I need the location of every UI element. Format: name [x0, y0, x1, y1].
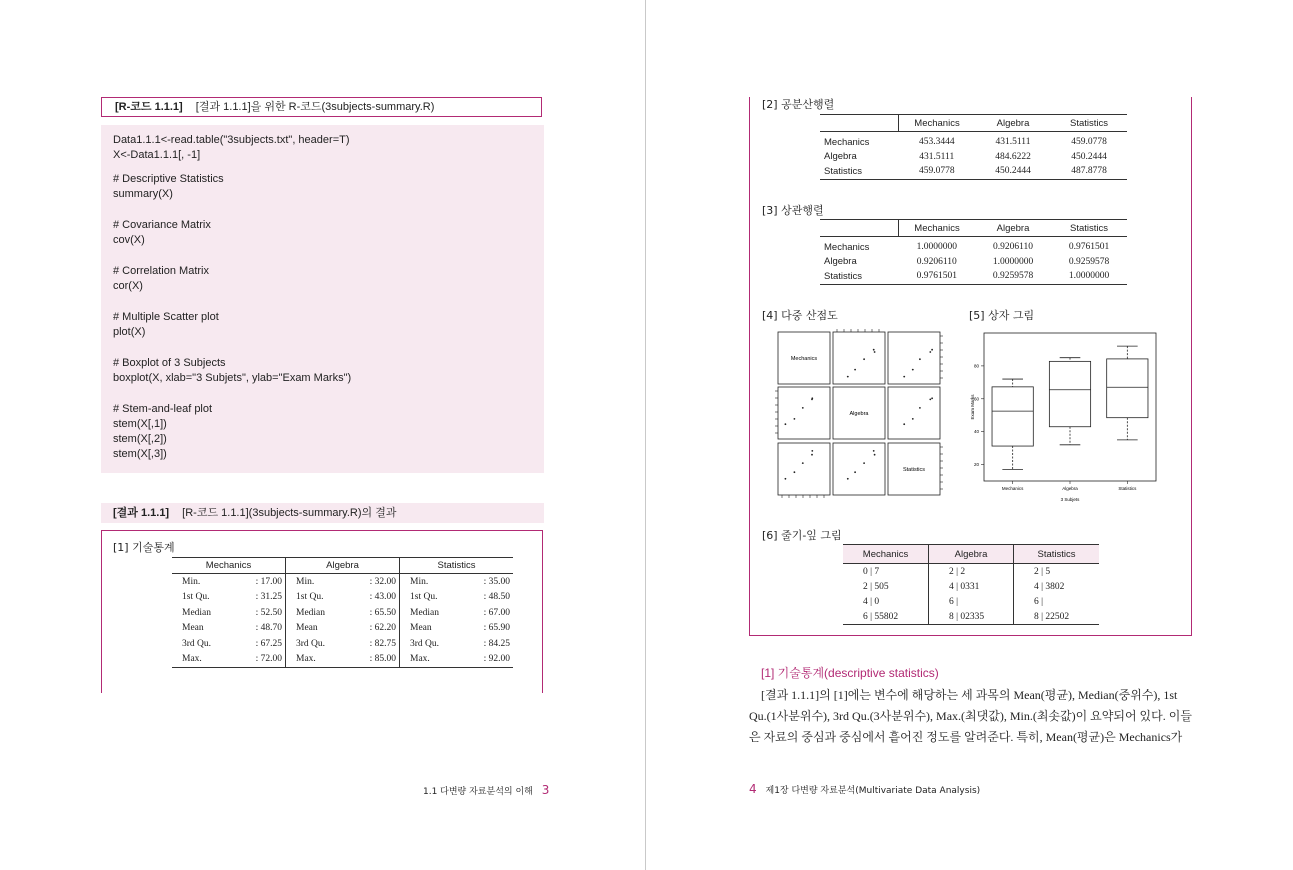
stem-cell: 4 | 3802 — [1014, 579, 1100, 594]
cov-header: Statistics — [1051, 115, 1127, 132]
scatter-point — [863, 462, 865, 464]
boxplot-ytick-label: 60 — [973, 396, 979, 402]
summary-cell: 1st Qu. — [286, 590, 349, 606]
cor-cell: 0.9259578 — [1068, 256, 1110, 267]
cov-row — [820, 150, 1127, 165]
cor-cell: 0.9761501 — [899, 269, 976, 284]
summary-cell: : 48.70 — [255, 623, 282, 634]
boxplot-box-statistics — [1107, 346, 1148, 440]
cor-header: Statistics — [1051, 220, 1127, 237]
boxplot-category-label: Algebra — [1062, 486, 1078, 491]
cor-header: Mechanics — [899, 220, 976, 237]
cov-cell: 450.2444 — [1071, 151, 1107, 162]
stem-row — [843, 609, 1099, 625]
scatter-diagonal-label: Mechanics — [790, 356, 818, 362]
scatter-point — [854, 369, 856, 371]
result-header-title: [R-코드 1.1.1](3subjects-summary.R)의 결과 — [182, 507, 397, 519]
summary-cell: : 35.00 — [483, 576, 510, 587]
summary-row — [172, 621, 513, 637]
summary-cell: Mean — [400, 621, 463, 637]
scatter-panel — [833, 332, 885, 384]
summary-cell: Max. — [400, 652, 463, 668]
code-line: stem(X[,1]) — [113, 418, 167, 430]
scatter-point — [912, 369, 914, 371]
cor-row — [820, 255, 1127, 270]
section-5-label: [5] 상자 그림 — [969, 309, 1035, 322]
scatter-point — [874, 351, 876, 353]
code-line: boxplot(X, xlab="3 Subjets", ylab="Exam Marks") — [113, 372, 352, 384]
cor-header — [820, 220, 899, 237]
scatter-diagonal-label: Algebra — [849, 411, 869, 417]
cor-cell: 0.9206110 — [916, 256, 957, 267]
code-line: # Correlation Matrix — [113, 265, 209, 277]
boxplot-ytick-label: 40 — [973, 429, 979, 435]
cov-cell: 431.5111 — [919, 151, 955, 162]
summary-cell: Median — [286, 605, 349, 621]
summary-row — [172, 652, 513, 668]
code-line: cov(X) — [113, 234, 145, 246]
left-page-number: 3 — [541, 783, 550, 797]
scatter-point — [873, 450, 875, 452]
summary-cell: : 92.00 — [462, 652, 513, 668]
stem-cell: 4 | 0 — [863, 596, 880, 607]
code-line: # Multiple Scatter plot — [113, 311, 219, 323]
scatter-panel — [888, 387, 940, 439]
scatter-point — [873, 349, 875, 351]
summary-header-statistics: Statistics — [400, 558, 514, 574]
boxplot-ytick-label: 80 — [973, 363, 979, 369]
covariance-table — [820, 114, 1127, 180]
cov-cell: Mechanics — [824, 136, 870, 148]
scatter-point — [785, 478, 787, 480]
code-line: stem(X[,3]) — [113, 448, 167, 460]
scatter-matrix-plot — [765, 322, 955, 508]
summary-cell: Median — [182, 607, 212, 618]
summary-cell: Max. — [172, 652, 234, 668]
summary-cell: : 72.00 — [234, 652, 286, 668]
scatter-point — [794, 418, 796, 420]
scatter-point — [854, 471, 856, 473]
boxplot-ytick-label: 20 — [973, 462, 979, 468]
stem-cell: 0 | 7 — [863, 566, 880, 577]
boxplot-category-label: Mechanics — [1001, 486, 1024, 491]
scatter-point — [847, 478, 849, 480]
section-6-label: [6] 줄기-잎 그림 — [762, 529, 842, 542]
scatter-point — [919, 407, 921, 409]
summary-cell: 1st Qu. — [182, 592, 210, 603]
stem-row — [843, 579, 1099, 594]
summary-header-algebra: Algebra — [286, 558, 400, 574]
summary-cell: : 52.50 — [255, 607, 282, 618]
scatter-panel — [833, 443, 885, 495]
cor-cell: 1.0000000 — [1051, 269, 1127, 284]
stem-cell: 4 | 0331 — [929, 579, 1014, 594]
summary-row — [172, 574, 513, 590]
boxplot-box-algebra — [1049, 358, 1090, 445]
summary-cell: 3rd Qu. — [286, 636, 349, 652]
cor-row — [820, 269, 1127, 284]
scatter-point — [785, 423, 787, 425]
stem-leaf-table — [843, 544, 1099, 625]
summary-header-mechanics: Mechanics — [172, 558, 286, 574]
scatter-point — [802, 407, 804, 409]
scatter-point — [929, 399, 931, 401]
right-page-number: 4 — [749, 782, 757, 796]
summary-cell: Median — [400, 605, 463, 621]
cov-row — [820, 164, 1127, 179]
code-line: stem(X[,2]) — [113, 433, 167, 445]
cor-cell: 1.0000000 — [916, 242, 957, 253]
code-line: cor(X) — [113, 280, 143, 292]
stem-cell: 6 | 55802 — [843, 609, 929, 625]
section-3-label: [3] 상관행렬 — [762, 204, 824, 217]
cor-header: Algebra — [975, 220, 1051, 237]
section-4-label: [4] 다중 산점도 — [762, 309, 838, 322]
scatter-panel — [778, 387, 830, 439]
cov-cell: Statistics — [820, 164, 899, 179]
cov-cell: 487.8778 — [1051, 164, 1127, 179]
stem-header-mechanics: Mechanics — [843, 545, 929, 564]
code-box — [101, 125, 544, 473]
stem-cell: 6 | — [929, 594, 1014, 609]
cor-cell: Mechanics — [824, 241, 870, 253]
cov-header: Algebra — [975, 115, 1051, 132]
cov-header — [820, 115, 899, 132]
cor-row — [820, 237, 1127, 255]
summary-cell: Mean — [182, 623, 204, 634]
summary-cell: : 84.25 — [483, 638, 510, 649]
page-divider — [645, 0, 646, 870]
scatter-point — [929, 351, 931, 353]
summary-cell: : 65.50 — [369, 607, 396, 618]
stem-header-statistics: Statistics — [1014, 545, 1100, 564]
summary-row — [172, 590, 513, 606]
scatter-point — [903, 376, 905, 378]
summary-row — [172, 636, 513, 652]
scatter-diagonal-label: Statistics — [902, 467, 926, 473]
boxplot-chart — [966, 330, 1162, 508]
section-1-label: [1] 기술통계 — [113, 541, 175, 554]
summary-cell: : 17.00 — [255, 576, 282, 587]
summary-row — [172, 605, 513, 621]
cov-cell: 431.5111 — [995, 137, 1031, 148]
summary-cell: 3rd Qu. — [182, 638, 212, 649]
cov-cell: 453.3444 — [918, 137, 955, 148]
body-line: [결과 1.1.1]의 [1]에는 변수에 해당하는 세 과목의 Mean(평균), Median(중위수), 1st — [761, 688, 1178, 702]
cor-cell: 1.0000000 — [992, 256, 1034, 267]
stem-row — [843, 594, 1099, 609]
result-header-label: [결과 1.1.1] — [113, 507, 170, 519]
summary-cell: : 48.50 — [483, 592, 510, 603]
cov-header: Mechanics — [899, 115, 976, 132]
scatter-point — [794, 471, 796, 473]
summary-cell: Mean — [286, 621, 349, 637]
code-line: plot(X) — [113, 326, 146, 338]
cov-row — [820, 132, 1127, 150]
scatter-point — [903, 423, 905, 425]
stem-cell: 2 | 2 — [929, 564, 1014, 580]
summary-cell: : 65.90 — [483, 623, 510, 634]
scatter-point — [863, 358, 865, 360]
body-line: 은 자료의 중심과 중심에서 흩어진 정도를 알려준다. 특히, Mean(평균)은 Mechanics가 — [749, 730, 1183, 744]
code-line: X<-Data1.1.1[, -1] — [113, 149, 201, 161]
scatter-point — [912, 418, 914, 420]
result-header — [101, 503, 544, 523]
cor-cell: Algebra — [824, 256, 857, 268]
boxplot-ylabel: Exam Marks — [970, 394, 975, 420]
stem-cell: 2 | 505 — [863, 581, 889, 592]
summary-cell: 3rd Qu. — [400, 636, 463, 652]
stem-header-algebra: Algebra — [929, 545, 1014, 564]
summary-cell: 1st Qu. — [400, 590, 463, 606]
boxplot-category-label: Statistics — [1118, 486, 1137, 491]
scatter-point — [847, 376, 849, 378]
left-footer-text: 1.1 다변량 자료분석의 이해 — [423, 787, 533, 797]
summary-cell: : 62.20 — [369, 623, 396, 634]
left-footer — [423, 783, 549, 797]
scatter-point — [874, 454, 876, 456]
scatter-point — [811, 397, 813, 399]
code-line: Data1.1.1<-read.table("3subjects.txt", header=T) — [113, 134, 350, 146]
section-2-label: [2] 공분산행렬 — [762, 98, 835, 111]
summary-cell: : 43.00 — [369, 592, 396, 603]
right-footer-text: 제1장 다변량 자료분석(Multivariate Data Analysis) — [765, 786, 981, 796]
cor-cell: 0.9206110 — [992, 242, 1034, 253]
summary-table — [172, 557, 513, 668]
code-header — [101, 97, 542, 117]
summary-cell: : 32.00 — [369, 576, 396, 587]
stem-cell: 8 | 22502 — [1014, 609, 1100, 625]
scatter-point — [919, 358, 921, 360]
code-line: # Stem-and-leaf plot — [113, 403, 213, 415]
cov-cell: 450.2444 — [975, 164, 1051, 179]
summary-cell: Max. — [286, 652, 349, 668]
stem-row — [843, 564, 1099, 580]
summary-cell: Min. — [400, 574, 463, 590]
cov-cell: Algebra — [824, 151, 857, 163]
summary-cell: Min. — [286, 574, 349, 590]
cov-cell: 459.0778 — [899, 164, 976, 179]
code-header-label: [R-코드 1.1.1] — [115, 101, 183, 113]
cov-cell: 459.0778 — [1071, 137, 1107, 148]
summary-cell: : 85.00 — [348, 652, 400, 668]
boxplot-box-mechanics — [992, 379, 1033, 469]
right-footer — [749, 782, 980, 796]
text-heading: [1] 기술통계(descriptive statistics) — [761, 666, 939, 680]
summary-cell: Min. — [182, 576, 201, 587]
scatter-point — [811, 454, 813, 456]
code-line: # Covariance Matrix — [113, 219, 211, 231]
cor-cell: Statistics — [820, 269, 899, 284]
scatter-panel — [888, 332, 940, 384]
cor-cell: 0.9761501 — [1068, 242, 1110, 253]
code-line: # Boxplot of 3 Subjects — [113, 357, 226, 369]
summary-cell: : 67.00 — [483, 607, 510, 618]
code-line: summary(X) — [113, 188, 173, 200]
stem-cell: 2 | 5 — [1014, 564, 1100, 580]
cov-cell: 484.6222 — [995, 151, 1031, 162]
scatter-point — [802, 462, 804, 464]
code-header-title: [결과 1.1.1]을 위한 R-코드(3subjects-summary.R) — [195, 101, 435, 113]
scatter-point — [811, 450, 813, 452]
summary-cell: : 82.75 — [369, 638, 396, 649]
scatter-panel — [778, 443, 830, 495]
boxplot-xlabel: 3 Subjets — [1060, 497, 1080, 502]
stem-cell: 6 | — [1014, 594, 1100, 609]
summary-cell: : 31.25 — [255, 592, 282, 603]
cor-cell: 0.9259578 — [975, 269, 1051, 284]
scatter-point — [931, 349, 933, 351]
summary-cell: : 67.25 — [255, 638, 282, 649]
code-line: # Descriptive Statistics — [113, 173, 224, 185]
correlation-table — [820, 219, 1127, 285]
body-line: Qu.(1사분위수), 3rd Qu.(3사분위수), Max.(최댓값), Min.(최솟값)이 요약되어 있다. 이들 — [749, 709, 1192, 723]
stem-cell: 8 | 02335 — [929, 609, 1014, 625]
scatter-point — [931, 397, 933, 399]
